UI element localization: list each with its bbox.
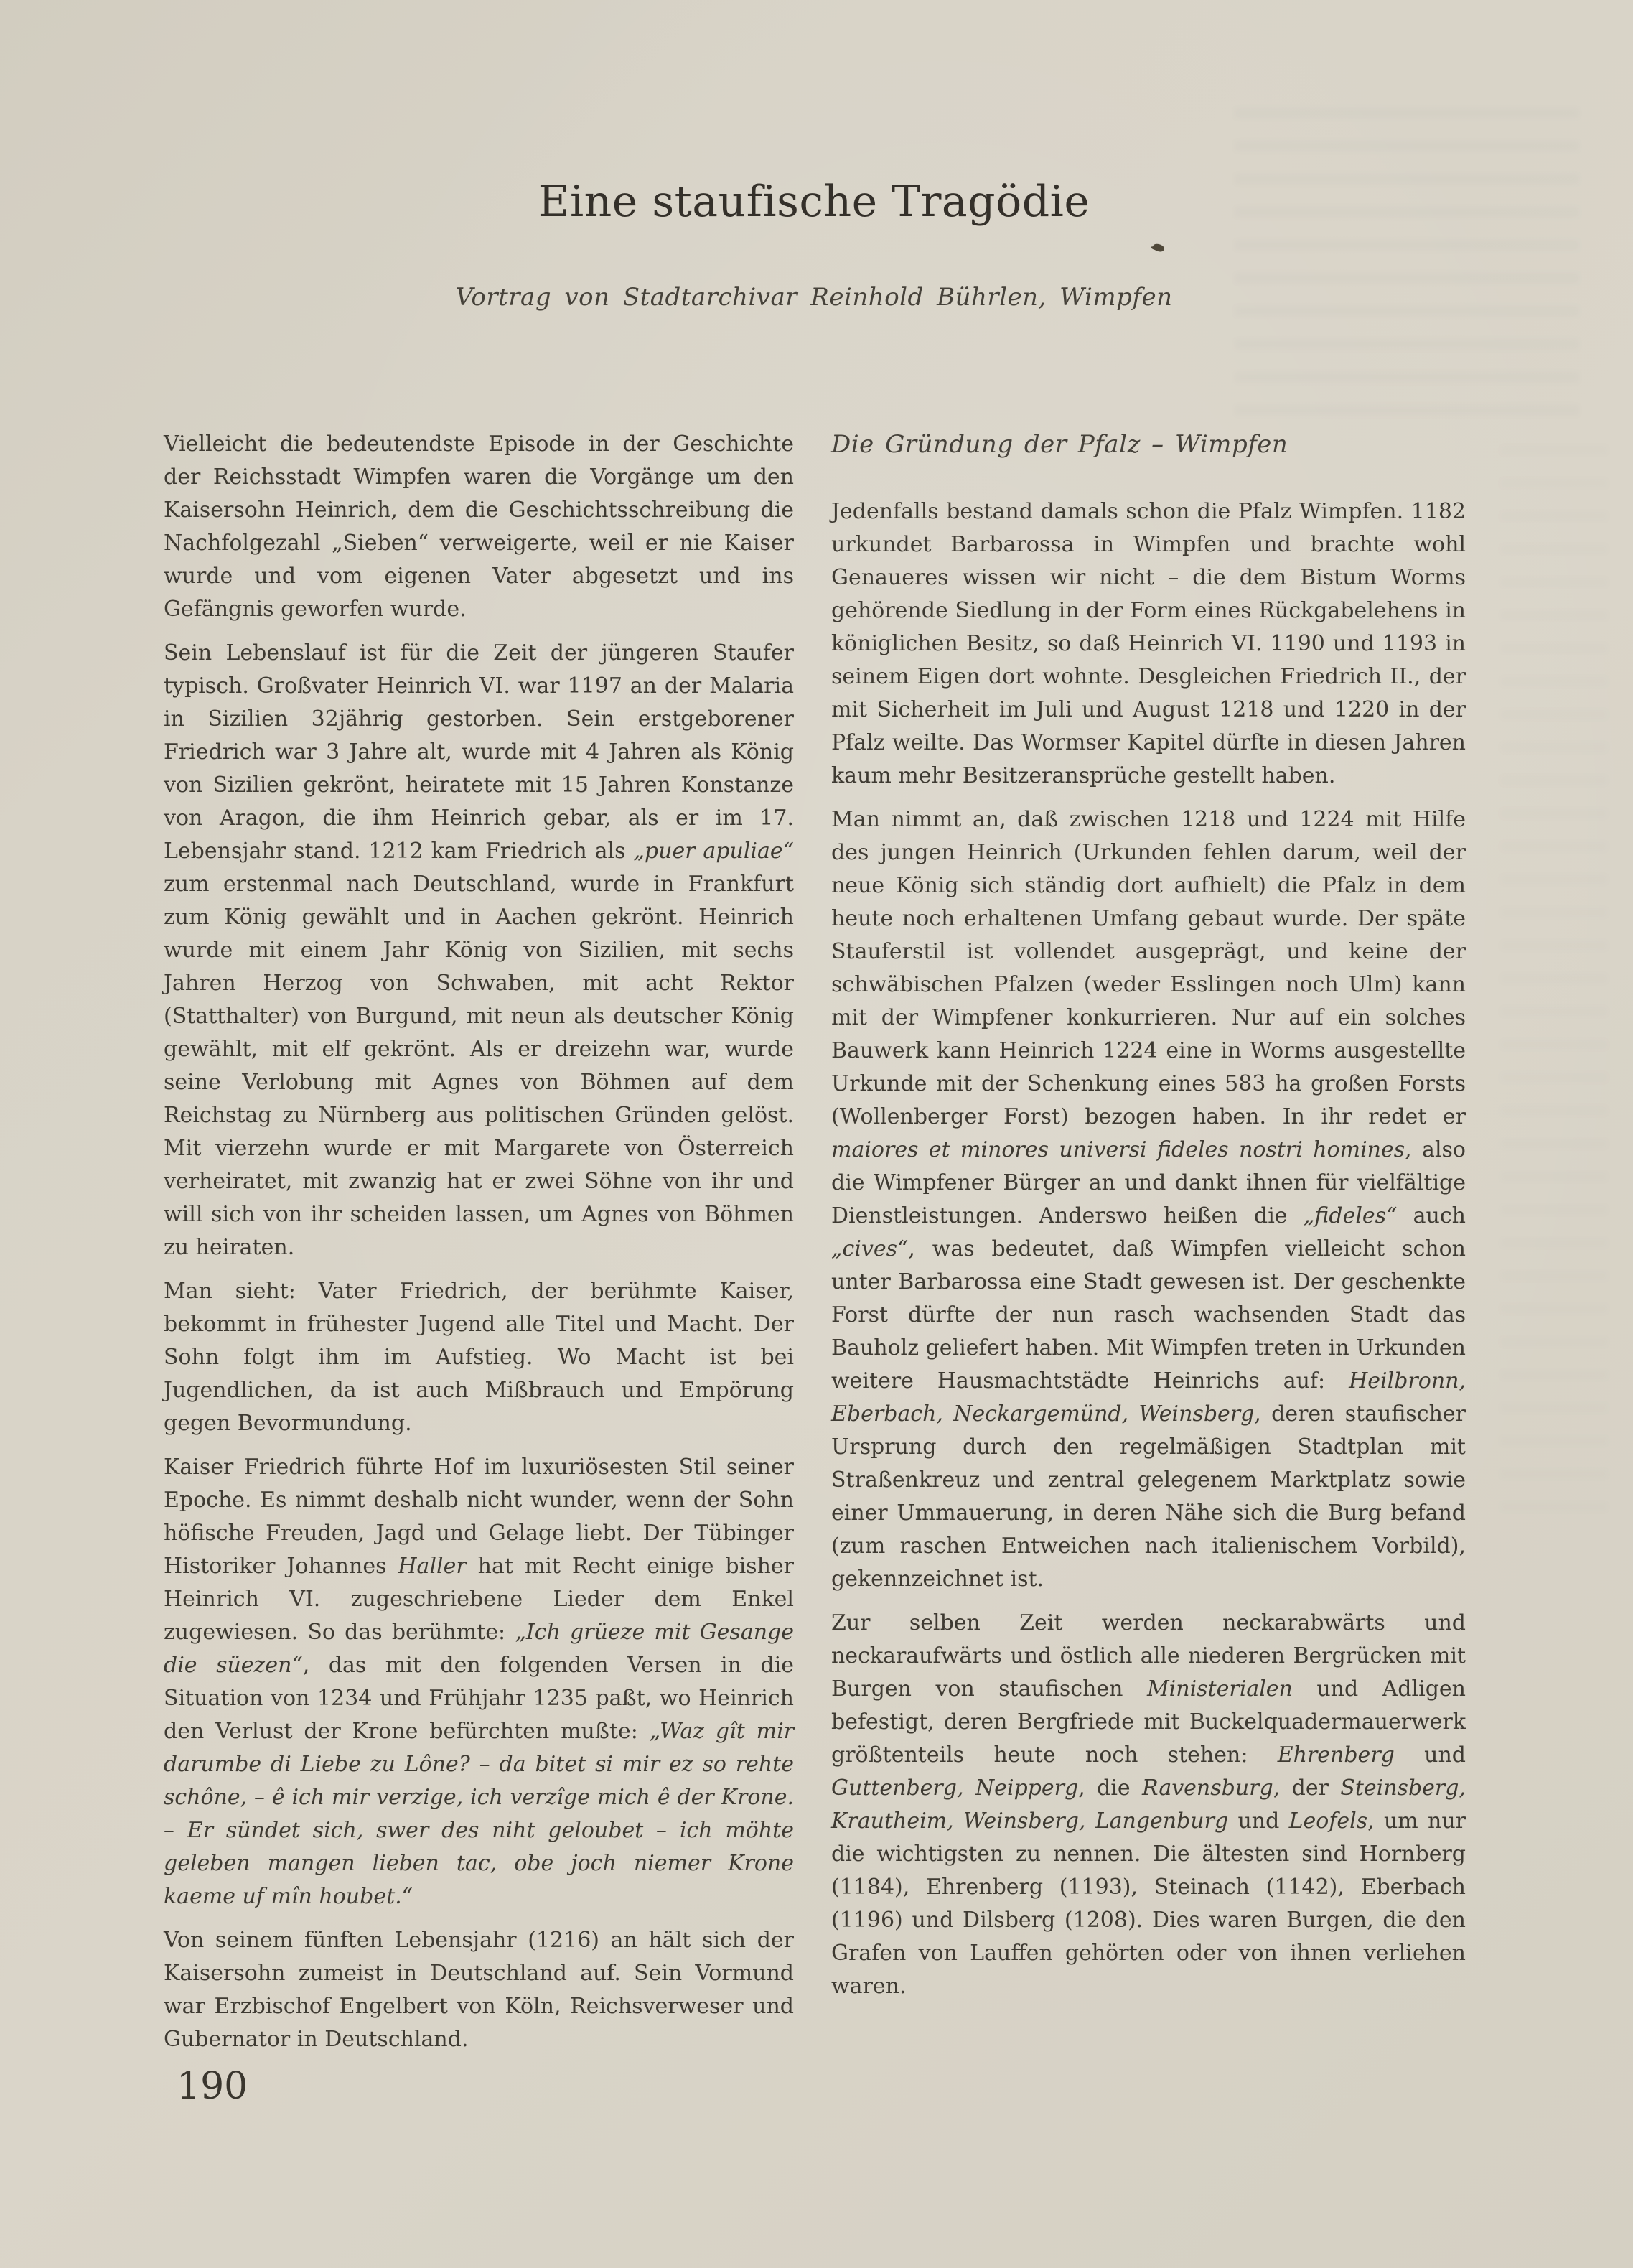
ink-speck (1152, 242, 1166, 253)
right-column (831, 428, 1466, 2003)
paragraph-left-2: Sein Lebenslauf ist für die Zeit der jüngeren Staufer typisch. Großvater Heinrich VI. war 1197 an der Malaria in Sizilien 32jährig gestorben. Sein erstgeborener Friedrich war 3 Jahre alt, wurde mit 4 Jahren als König von Sizilien gekrönt, heiratete mit 15 Jahren Konstanze von Aragon, die ihm Heinrich gebar, als er im 17. Lebensjahr stand. 1212 kam Friedrich als „puer apuliae“ zum erstenmal nach Deutschland, wurde in Frankfurt zum König gewählt und in Aachen gekrönt. Heinrich wurde mit einem Jahr König von Sizilien, mit sechs Jahren Herzog von Schwaben, mit acht Rektor (Statthalter) von Burgund, mit neun als deutscher König gewählt, mit elf gekrönt. Als er dreizehn war, wurde seine Verlobung mit Agnes von Böhmen auf dem Reichstag zu Nürnberg aus politischen Gründen gelöst. Mit vierzehn wurde er mit Margarete von Österreich verheiratet, mit zwanzig hat er zwei Söhne von ihr und will sich von ihr scheiden lassen, um Agnes von Böhmen zu heiraten. (164, 640, 794, 1260)
section-heading: Die Gründung der Pfalz – Wimpfen (831, 430, 1288, 459)
bleed-through-artifact (1235, 108, 1579, 424)
paragraph-right-3: Zur selben Zeit werden neckarabwärts und neckaraufwärts und östlich alle niederen Bergrücken mit Burgen von staufischen Ministerialen und Adligen befestigt, deren Bergfriede mit Buckelquadermauerwerk größtenteils heute noch stehen: Ehrenberg und Guttenberg, Neipperg, die Ravensburg, der Steinsberg, Krautheim, Weinsberg, Langenburg und Leofels, um nur die wichtigsten zu nennen. Die ältesten sind Hornberg (1184), Ehrenberg (1193), Steinach (1142), Eberbach (1196) und Dilsberg (1208). Dies waren Burgen, die den Grafen von Lauffen gehörten oder von ihnen verliehen waren. (831, 1610, 1466, 1999)
paragraph-left-5: Von seinem fünften Lebensjahr (1216) an hält sich der Kaisersohn zumeist in Deutschland auf. Sein Vormund war Erzbischof Engelbert von Köln, Reichsverweser und Gubernator in Deutschland. (164, 1928, 794, 2052)
paragraph-right-1: Jedenfalls bestand damals schon die Pfalz Wimpfen. 1182 urkundet Barbarossa in Wimpfen und brachte wohl Genaueres wissen wir nicht – die dem Bistum Worms gehörende Siedlung in der Form eines Rückgabelehens in königlichen Besitz, so daß Heinrich VI. 1190 und 1193 in seinem Eigen dort wohnte. Desgleichen Friedrich II., der mit Sicherheit im Juli und August 1218 und 1220 in der Pfalz weilte. Das Wormser Kapitel dürfte in diesen Jahren kaum mehr Besitzeransprüche gestellt haben. (831, 499, 1466, 788)
bleed-through-artifact-edge (1500, 445, 1608, 1522)
paragraph-left-3: Man sieht: Vater Friedrich, der berühmte Kaiser, bekommt in frühester Jugend alle Titel und Macht. Der Sohn folgt ihm im Aufstieg. Wo Macht ist bei Jugendlichen, da ist auch Mißbrauch und Empörung gegen Bevormundung. (164, 1279, 794, 1436)
left-column (164, 428, 794, 2056)
paragraph-left-4: Kaiser Friedrich führte Hof im luxuriösesten Stil seiner Epoche. Es nimmt deshalb nicht wunder, wenn der Sohn höfische Freuden, Jagd und Gelage liebt. Der Tübinger Historiker Johannes Haller hat mit Recht einige bisher Heinrich VI. zugeschriebene Lieder dem Enkel zugewiesen. So das berühmte: „Ich grüeze mit Gesange die süezen“, das mit den folgenden Versen in die Situation von 1234 und Frühjahr 1235 paßt, wo Heinrich den Verlust der Krone befürchten mußte: „Waz gît mir darumbe di Liebe zu Lône? – da bitet si mir ez so rehte schône, – ê ich mir verzige, ich verzîge mich ê der Krone. – Er sündet sich, swer des niht geloubet – ich möhte geleben mangen lieben tac, obe joch niemer Krone kaeme uf mîn houbet.“ (164, 1455, 795, 1909)
paragraph-right-2: Man nimmt an, daß zwischen 1218 und 1224 mit Hilfe des jungen Heinrich (Urkunden fehlen darum, weil der neue König sich ständig dort aufhielt) die Pfalz in dem heute noch erhaltenen Umfang gebaut wurde. Der späte Stauferstil ist vollendet ausgeprägt, und keine der schwäbischen Pfalzen (weder Esslingen noch Ulm) kann mit der Wimpfener konkurrieren. Nur auf ein solches Bauwerk kann Heinrich 1224 eine in Worms ausgestellte Urkunde mit der Schenkung eines 583 ha großen Forsts (Wollenberger Forst) bezogen haben. In ihr redet er maiores et minores universi fideles nostri homines, also die Wimpfener Bürger an und dankt ihnen für vielfältige Dienstleistungen. Anderswo heißen die „fideles“ auch „cives“, was bedeutet, daß Wimpfen vielleicht schon unter Barbarossa eine Stadt gewesen ist. Der geschenkte Forst dürfte der nun rasch wachsenden Stadt das Bauholz geliefert haben. Mit Wimpfen treten in Urkunden weitere Hausmachtstädte Heinrichs auf: Heilbronn, Eberbach, Neckargemünd, Weinsberg, deren staufischer Ursprung durch den regelmäßigen Stadtplan mit Straßenkreuz und zentral gelegenem Marktplatz sowie einer Ummauerung, in deren Nähe sich die Burg befand (zum raschen Entweichen nach italienischem Vorbild), gekennzeichnet ist. (831, 807, 1466, 1592)
page-number: 190 (177, 2065, 248, 2108)
page-title: Eine staufische Tragödie (538, 177, 1090, 227)
page-subtitle: Vortrag von Stadtarchivar Reinhold Bührlen, Wimpfen (455, 283, 1173, 312)
paragraph-left-1: Vielleicht die bedeutendste Episode in der Geschichte der Reichsstadt Wimpfen waren die Vorgänge um den Kaisersohn Heinrich, dem die Geschichtsschreibung die Nachfolgezahl „Sieben“ verweigerte, weil er nie Kaiser wurde und vom eigenen Vater abgesetzt und ins Gefängnis geworfen wurde. (164, 431, 794, 622)
